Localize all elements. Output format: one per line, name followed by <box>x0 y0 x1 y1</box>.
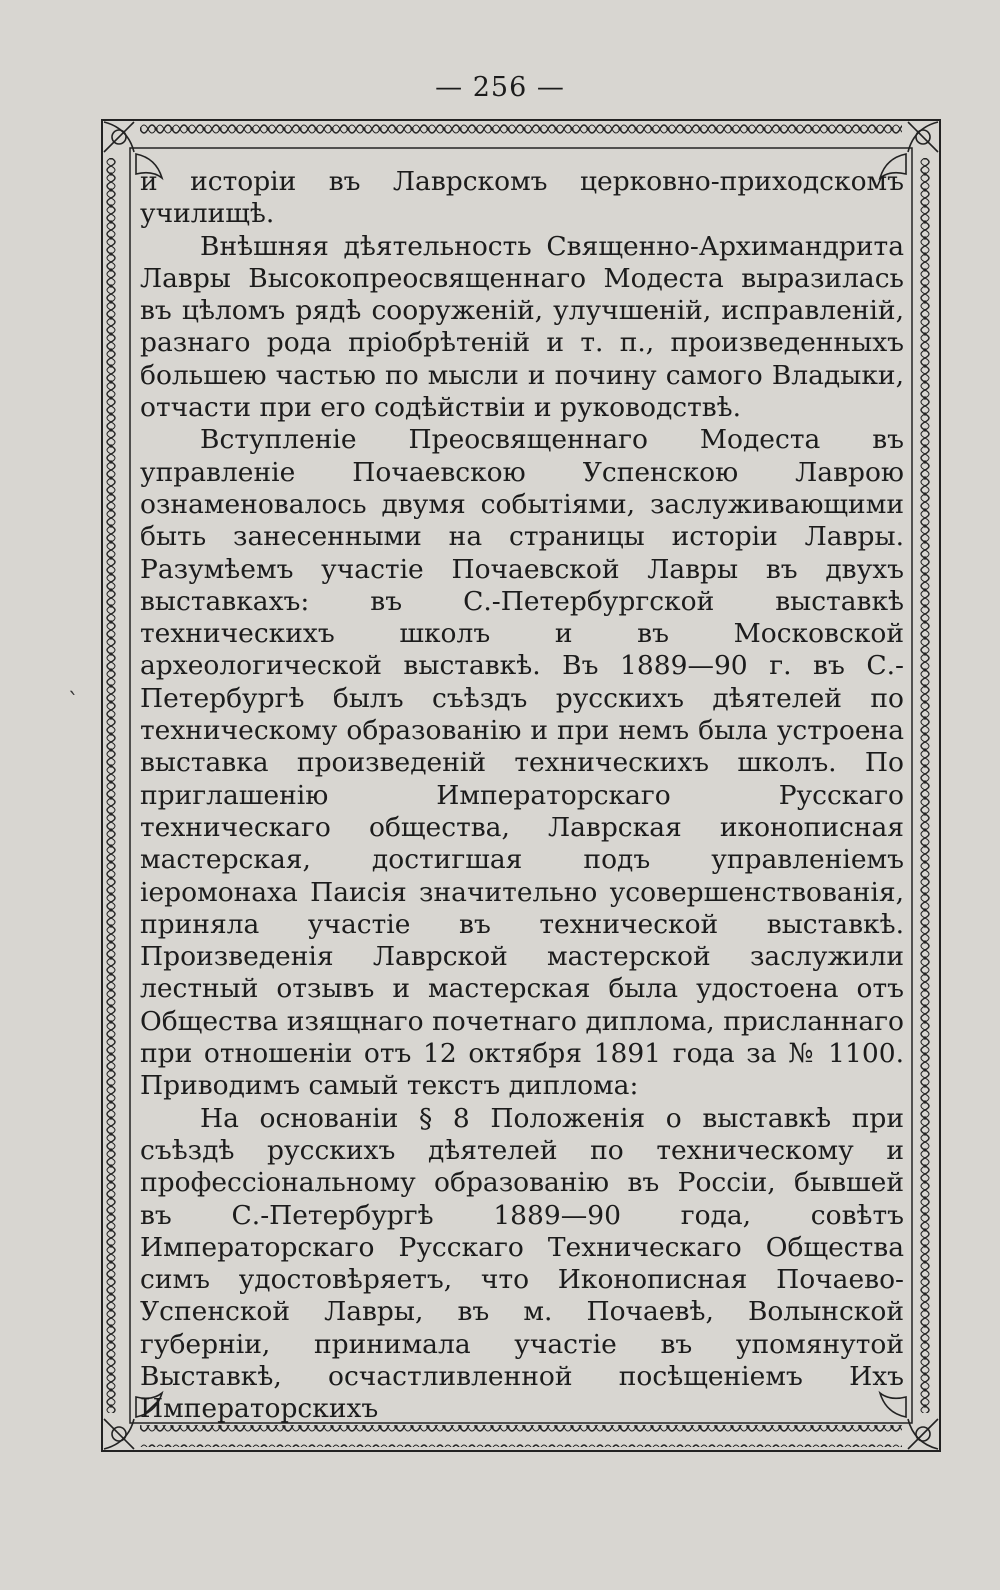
paragraph: Вступленіе Преосвященнаго Модеста въ управленіе Почаевскою Успенскою Лаврою ознаменовалось двумя событіями, заслуживающими быть занесенными на страницы исторіи Лавры. Разумѣемъ участіе Почаевской Лавры въ двухъ выставкахъ: въ С.-Петербургской выставкѣ техническихъ школъ и въ Московской археологической выставкѣ. Въ 1889—90 г. въ С.-Петербургѣ былъ съѣздъ русскихъ дѣятелей по техническому образованію и при немъ была устроена выставка произведеній техническихъ школъ. По приглашенію Императорскаго Русскаго техническаго общества, Лаврская иконописная мастерская, достигшая подъ управленіемъ іеромонаха Паисія значительно усовершенствованія, приняла участіе въ технической выставкѣ. Произведенія Лаврской мастерской заслужили лестный отзывъ и мастерская была удостоена отъ Общества изящнаго почетнаго диплома, присланнаго при отношеніи отъ 12 октября 1891 года за № 1100. Приводимъ самый текстъ диплома: <box>140 424 904 1102</box>
paragraph: и исторіи въ Лаврскомъ церковно-приходскомъ училищѣ. <box>140 166 904 230</box>
paragraph: На основаніи § 8 Положенія о выставкѣ при съѣздѣ русскихъ дѣятелей по техническому и профессіональному образованію въ Россіи, бывшей въ С.-Петербургѣ 1889—90 года, совѣтъ Императорскаго Русскаго Техническаго Общества симъ удостовѣряетъ, что Иконописная Почаево-Успенской Лавры, въ м. Почаевѣ, Волынской губерніи, принимала участіе въ упомянутой Выставкѣ, осчастливленной посѣщеніемъ Ихъ Императорскихъ <box>140 1102 904 1425</box>
body-text <box>140 166 904 1426</box>
page-number: — 256 — <box>435 72 565 103</box>
stray-mark: ˋ <box>68 690 79 715</box>
paragraph: Внѣшняя дѣятельность Священно-Архимандрита Лавры Высокопреосвященнаго Модеста выразилась въ цѣломъ рядѣ сооруженій, улучшеній, исправленій, разнаго рода пріобрѣтеній и т. п., произведенныхъ большею частью по мысли и почину самого Владыки, отчасти при его содѣйствіи и руководствѣ. <box>140 230 904 424</box>
